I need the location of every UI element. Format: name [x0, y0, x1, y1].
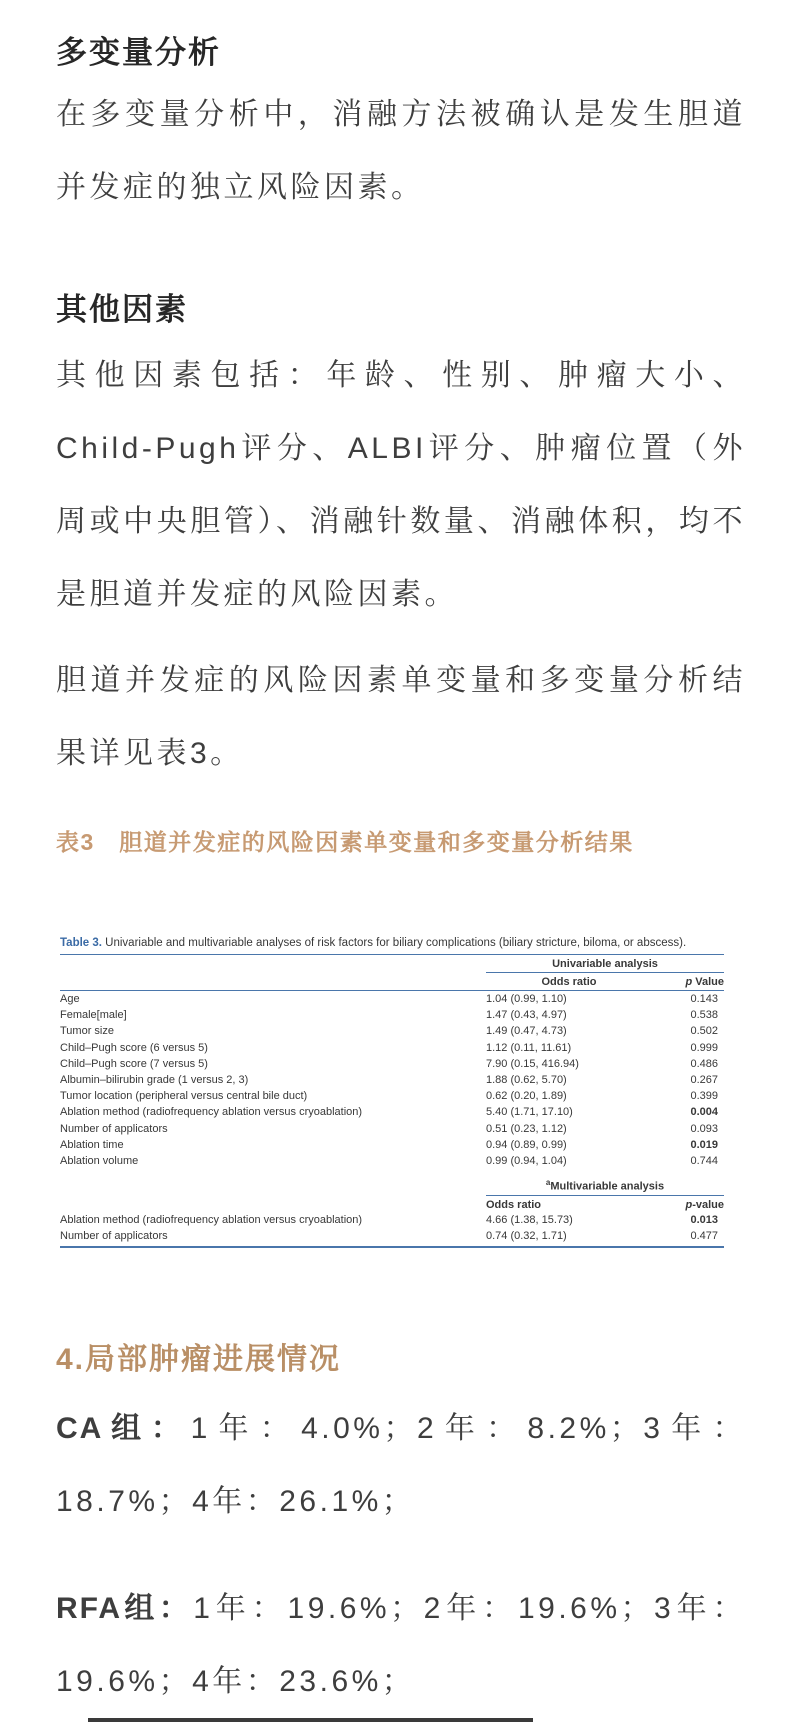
table-row: Ablation method (radiofrequency ablation versus cryoablation) 5.40 (1.71, 17.10) 0.004: [60, 1106, 718, 1119]
ca-group-values: 1年：4.0%；2年：8.2%；3年：18.7%；4年：26.1%；: [56, 1412, 746, 1519]
table-row: Ablation volume 0.99 (0.94, 1.04) 0.744: [60, 1155, 718, 1168]
section-heading-other-factors: 其他因素: [56, 292, 188, 327]
table-caption-zh: 表3 胆道并发症的风险因素单变量和多变量分析结果: [56, 829, 634, 855]
table-row: Child–Pugh score (7 versus 5) 7.90 (0.15, 416.94) 0.486: [60, 1057, 718, 1070]
table3-title-text: Univariable and multivariable analyses of risk factors for biliary complications (biliary stricture, biloma, or abscess).: [105, 937, 687, 949]
rfa-group-label: RFA组：: [56, 1592, 194, 1626]
paragraph-table-reference: 胆道并发症的风险因素单变量和多变量分析结果详见表3。: [56, 664, 746, 770]
table-row: Age 1.04 (0.99, 1.10) 0.143: [60, 993, 718, 1005]
univariable-group-row: [60, 958, 724, 973]
paragraph-other-factors: 其他因素包括：年龄、性别、肿瘤大小、Child-Pugh评分、ALBI评分、肿瘤位置（外周或中央胆管）、消融针数量、消融体积，均不是胆道并发症的风险因素。: [56, 359, 746, 611]
table3-title: [60, 936, 724, 955]
ca-group-label: CA组：: [56, 1412, 191, 1446]
section-heading-multivariate: 多变量分析: [56, 35, 221, 70]
multivariable-header-row: [60, 1196, 724, 1212]
table-row: Tumor location (peripheral versus central bile duct) 0.62 (0.20, 1.89) 0.399: [60, 1090, 718, 1103]
table3-bottom-rule: [60, 1246, 724, 1248]
bottom-divider: [88, 1718, 533, 1722]
table3-title-label: Table 3.: [60, 937, 102, 949]
paragraph-multivariate: 在多变量分析中，消融方法被确认是发生胆道并发症的独立风险因素。: [56, 98, 746, 204]
section-heading-local-tumor-progression: 4.局部肿瘤进展情况: [56, 1343, 342, 1377]
multivariable-col-odds-ratio: Odds ratio: [486, 1198, 542, 1211]
univariable-header-row: [60, 973, 724, 991]
univariable-rows: [60, 991, 724, 1169]
paragraph-rfa-group: [56, 1572, 746, 1718]
multivariable-rows: [60, 1212, 724, 1244]
table-row: Albumin–bilirubin grade (1 versus 2, 3) 1.88 (0.62, 5.70) 0.267: [60, 1074, 718, 1087]
rfa-group-values: 1年：19.6%；2年：19.6%；3年：19.6%；4年：23.6%；: [56, 1592, 747, 1699]
table3-figure: [60, 936, 724, 1248]
table-row: Child–Pugh score (6 versus 5) 1.12 (0.11, 11.61) 0.999: [60, 1041, 718, 1054]
univariable-group-header: Univariable analysis: [486, 958, 724, 973]
univariable-col-p-value: p Value: [685, 976, 724, 988]
univariable-col-odds-ratio: Odds ratio: [541, 976, 597, 988]
table-row: Number of applicators 0.51 (0.23, 1.12) 0.093: [60, 1122, 718, 1135]
table-row: Ablation time 0.94 (0.89, 0.99) 0.019: [60, 1138, 718, 1151]
paragraph-ca-group: [56, 1392, 746, 1538]
multivariable-col-p-value: p-value: [685, 1198, 724, 1211]
table-row: Number of applicators 0.74 (0.32, 1.71) 0.477: [60, 1230, 718, 1243]
table-row: Female[male] 1.47 (0.43, 4.97) 0.538: [60, 1009, 718, 1022]
table-row: Ablation method (radiofrequency ablation versus cryoablation) 4.66 (1.38, 15.73) 0.013: [60, 1213, 718, 1226]
multivariable-group-header: $^a$Multivariable analysis: [486, 1178, 724, 1196]
multivariable-group-row: [60, 1178, 724, 1196]
table-row: Tumor size 1.49 (0.47, 4.73) 0.502: [60, 1025, 718, 1038]
